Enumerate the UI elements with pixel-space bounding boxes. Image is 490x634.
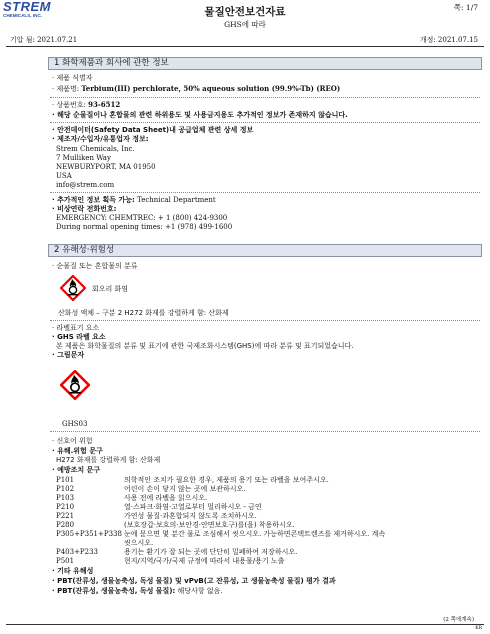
precaution-code: P210 [56,503,75,511]
revision-date: 개정: 2021.07.15 [419,36,478,44]
precaution-text: (보호장갑·보호의·보안경·안면보호구)를(을) 착용하시오. [124,521,295,529]
item-number-row [52,101,120,110]
precaution-code: P501 [56,557,75,565]
precautionary-label: · 예방조치 문구 [52,466,101,474]
address-line: Strem Chemicals, Inc. [56,145,135,153]
precaution-text: 현지/지역/국가/국제 규정에 따라서 내용물/용기 노출 [124,557,285,565]
ghs-description: 본 제품은 화학물질의 분류 및 표기에 관한 국제조화시스템(GHS)에 따라 분류 및 표기되었습니다. [56,342,354,350]
ghs-label-heading: · GHS 라벨 요소 [52,333,106,341]
product-name-row [52,85,340,94]
page-number: 쪽: 1/7 [453,3,478,12]
language-code: KR [475,626,482,631]
pbt-vpvb-label: · PBT(잔류성, 생물농축성, 독성 물질) 및 vPvB(고 잔류성, 고 생물농축성 물질) 평가 결과 [52,577,336,585]
further-info: Technical Department [137,196,216,204]
pbt-result-label: · PBT(잔류성, 생물농축성, 독성 물질): [52,587,176,595]
precaution-code: P403+P233 [56,548,99,556]
product-identifier-label: · 제품 식별자 [52,74,93,82]
product-name-label: · 제품명: [52,85,80,93]
footer-divider [6,624,484,625]
precaution-text-continued: 씻으시오. [124,539,154,547]
office-phone: During normal opening times: +1 (978) 499-1600 [56,223,233,231]
precaution-text: 의학적인 조치가 필요한 경우, 제품의 용기 또는 라벨을 보여주시오. [124,476,329,484]
item-number: 93-6512 [88,100,121,109]
divider [50,192,480,193]
manufacturer-label: · 제조자/수입자/유통업자 정보: [52,135,149,143]
logo-word: STREM [3,0,51,14]
printed-date: 기압 됨: 2021.07.21 [10,36,78,44]
pbt-result-row [52,587,223,596]
logo-subtext: CHEMICALS, INC. [3,13,43,18]
divider [50,431,480,432]
oxidizing-liquid-classification: 산화성 액체 – 구분 2 H272 화재를 강렬하게 함: 산화제 [58,309,229,317]
label-elements-label: · 라벨표기 요소 [52,324,100,332]
precaution-text: 가연성 물질·과혼합되지 않도록 조치하시오. [124,512,257,520]
supplier-details-label: · 안전데이터(Safety Data Sheet)내 공급업체 관련 상세 정보 [52,126,254,134]
section-2-heading: 2 유해성·위험성 [48,244,482,257]
hazard-statement: H272 화재를 강렬하게 함: 산화제 [56,456,161,464]
hazard-statements-label: · 유해.위험 문구 [52,447,103,455]
precaution-code: P280 [56,521,75,529]
product-name: Terbium(III) perchlorate, 50% aqueous solution (99.9%-Tb) (REO) [81,84,341,93]
precaution-text: 어린이 손이 닿지 않는 곳에 보관하시오. [124,485,246,493]
section-1-heading: 1 화학제품과 회사에 관한 정보 [48,57,482,70]
flame-over-circle-icon [60,275,86,301]
pbt-result: 해당사항 없음. [177,587,223,595]
address-line: 7 Mulliken Way [56,154,111,162]
flame-over-circle-icon [60,370,90,400]
precaution-text: 용기는 환기가 잘 되는 곳에 단단히 밀폐하여 저장하시오. [124,548,298,556]
document-title: 물질안전보건자료 [204,6,286,18]
precaution-code: P221 [56,512,75,520]
emergency-label: · 비상연락 전화번호: [52,205,117,213]
item-number-label: · 상품번호: [52,101,86,109]
pictogram-code: GHS03 [62,420,88,428]
further-info-row [52,196,216,205]
precaution-code: P101 [56,476,75,484]
further-info-label: · 추가적인 정보 획득 가능: [52,196,135,204]
emergency-phone: EMERGENCY: CHEMTREC: + 1 (800) 424-9300 [56,214,228,222]
other-hazards-label: · 기타 유해성 [52,567,94,575]
document-subtitle: GHS에 따라 [224,20,266,29]
email-link[interactable]: info@strem.com [56,181,115,189]
address-line: USA [56,172,72,180]
divider [50,122,480,123]
uses-text: · 해당 순물질이나 혼합물의 관련 하위용도 및 사용금지용도 추가적인 정보가 존재하지 않습니다. [52,111,348,119]
precaution-code: P102 [56,485,75,493]
pictograms-label: · 그림문자 [52,351,85,359]
signal-word: · 신호어 위험 [52,437,93,445]
continued-note: (2 쪽에계속) [443,617,474,623]
address-line: NEWBURYPORT, MA 01950 [56,163,156,171]
divider [50,97,480,98]
precaution-text: 열·스파크·화염·고열로부터 멀리하시오 - 금연 [124,503,262,511]
precaution-text: 눈에 묻으면 몇 분간 물로 조심해서 씻으시오. 가능하면콘택트렌즈를 제거하시오. 계속 [124,530,386,538]
divider [50,320,480,321]
precaution-text: 사용 전에 라벨을 읽으시오. [124,494,208,502]
precaution-code: P305+P351+P338 [56,530,122,538]
header-divider [6,46,484,47]
precaution-code: P103 [56,494,75,502]
pictogram-caption: 회오리 화염 [92,285,129,293]
classification-label: · 순물질 또는 혼합물의 분류 [52,262,138,270]
